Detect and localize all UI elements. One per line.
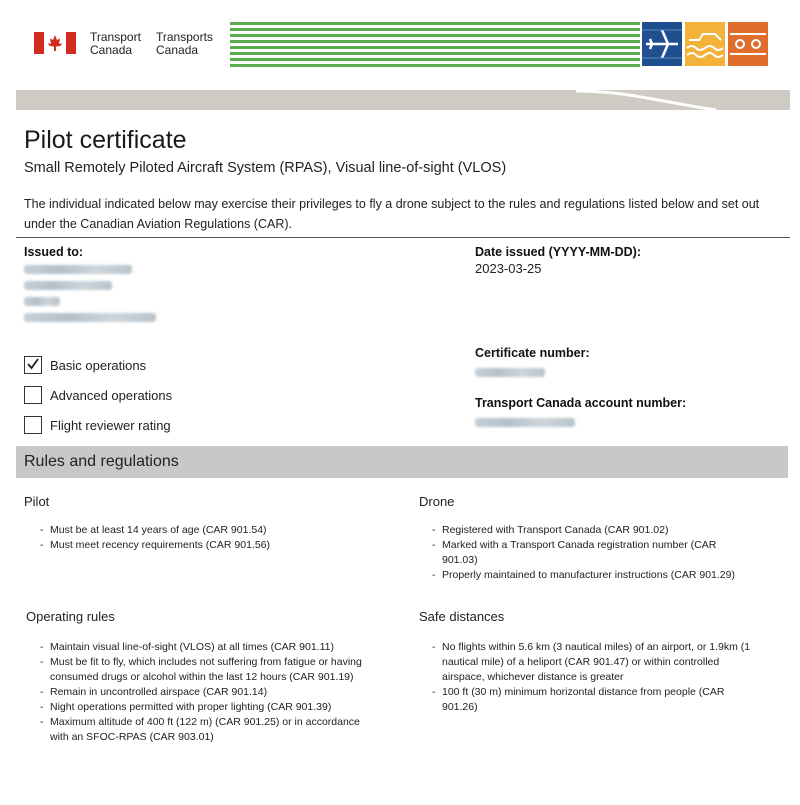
operation-label: Flight reviewer rating <box>50 417 171 433</box>
green-stripes <box>230 22 640 68</box>
account-number-label: Transport Canada account number: <box>475 396 687 410</box>
list-item: - Must be fit to fly, which includes not suffering from fatigue or having consumed drugs or alcohol within the last 12 hours (CAR 901.19) <box>38 655 368 685</box>
checkbox-unchecked <box>24 416 42 434</box>
drone-heading: Drone <box>419 494 455 509</box>
operating-rules-list <box>38 640 368 745</box>
operating-rules-heading: Operating rules <box>26 609 115 624</box>
canada-flag-icon <box>34 32 76 54</box>
list-item: - Must meet recency requirements (CAR 901.56) <box>38 538 368 553</box>
wordmark-english <box>90 31 141 57</box>
list-item: - 100 ft (30 m) minimum horizontal distance from people (CAR 901.26) <box>430 685 760 715</box>
wordmark-fr-line2: Canada <box>156 43 199 57</box>
wordmark-french <box>156 31 213 57</box>
operation-basic <box>24 350 172 380</box>
issued-to-address-redacted <box>24 261 156 325</box>
drone-rules-list <box>430 523 750 583</box>
operation-advanced <box>24 380 172 410</box>
certificate-number-label: Certificate number: <box>475 346 590 360</box>
page-subtitle: Small Remotely Piloted Aircraft System (RPAS), Visual line-of-sight (VLOS) <box>24 160 507 176</box>
date-issued-value: 2023-03-25 <box>475 261 542 276</box>
list-item: - Must be at least 14 years of age (CAR 901.54) <box>38 523 368 538</box>
operation-label: Advanced operations <box>50 387 173 403</box>
date-issued-label: Date issued (YYYY-MM-DD): <box>475 245 641 259</box>
list-item: - No flights within 5.6 km (3 nautical miles) of an airport, or 1.9km (1 nautical mile) of a heliport (CAR 901.47) or within controlled airspace, whichever distance is greater <box>430 640 760 685</box>
airplane-icon <box>642 22 682 66</box>
wordmark-fr-line1: Transports <box>156 30 213 44</box>
list-item: - Marked with a Transport Canada registration number (CAR 901.03) <box>430 538 750 568</box>
list-item: - Maximum altitude of 400 ft (122 m) (CAR 901.25) or in accordance with an SFOC-RPAS (CAR 903.01) <box>38 715 368 745</box>
list-item: - Remain in uncontrolled airspace (CAR 901.14) <box>38 685 368 700</box>
ship-waves-icon <box>685 22 725 66</box>
operations-checklist <box>24 350 172 440</box>
safe-distances-heading: Safe distances <box>419 609 505 624</box>
issued-to-label: Issued to: <box>24 245 84 259</box>
checkmark-icon <box>26 357 40 371</box>
account-number-redacted <box>475 414 575 432</box>
divider <box>16 237 790 238</box>
checkbox-unchecked <box>24 386 42 404</box>
railway-icon <box>728 22 768 66</box>
operation-label: Basic operations <box>50 357 147 373</box>
intro-text: The individual indicated below may exercise their privileges to fly a drone subject to the rules and regulations listed below and set out under the Canadian Aviation Regulations (CAR). <box>24 197 760 231</box>
header-banner <box>16 14 790 110</box>
pilot-rules-list <box>38 523 368 553</box>
operation-flight-reviewer <box>24 410 172 440</box>
pilot-heading: Pilot <box>24 494 50 509</box>
certificate-number-redacted <box>475 364 545 382</box>
wordmark-en-line1: Transport <box>90 30 141 44</box>
safe-distances-list <box>430 640 760 715</box>
wordmark-en-line2: Canada <box>90 43 133 57</box>
checkbox-checked <box>24 356 42 374</box>
page-title: Pilot certificate <box>24 126 187 154</box>
list-item: - Registered with Transport Canada (CAR 901.02) <box>430 523 750 538</box>
list-item: - Night operations permitted with proper lighting (CAR 901.39) <box>38 700 368 715</box>
list-item: - Properly maintained to manufacturer instructions (CAR 901.29) <box>430 568 750 583</box>
list-item: - Maintain visual line-of-sight (VLOS) at all times (CAR 901.11) <box>38 640 368 655</box>
section-title: Rules and regulations <box>24 453 179 470</box>
rules-section-header <box>16 446 788 478</box>
